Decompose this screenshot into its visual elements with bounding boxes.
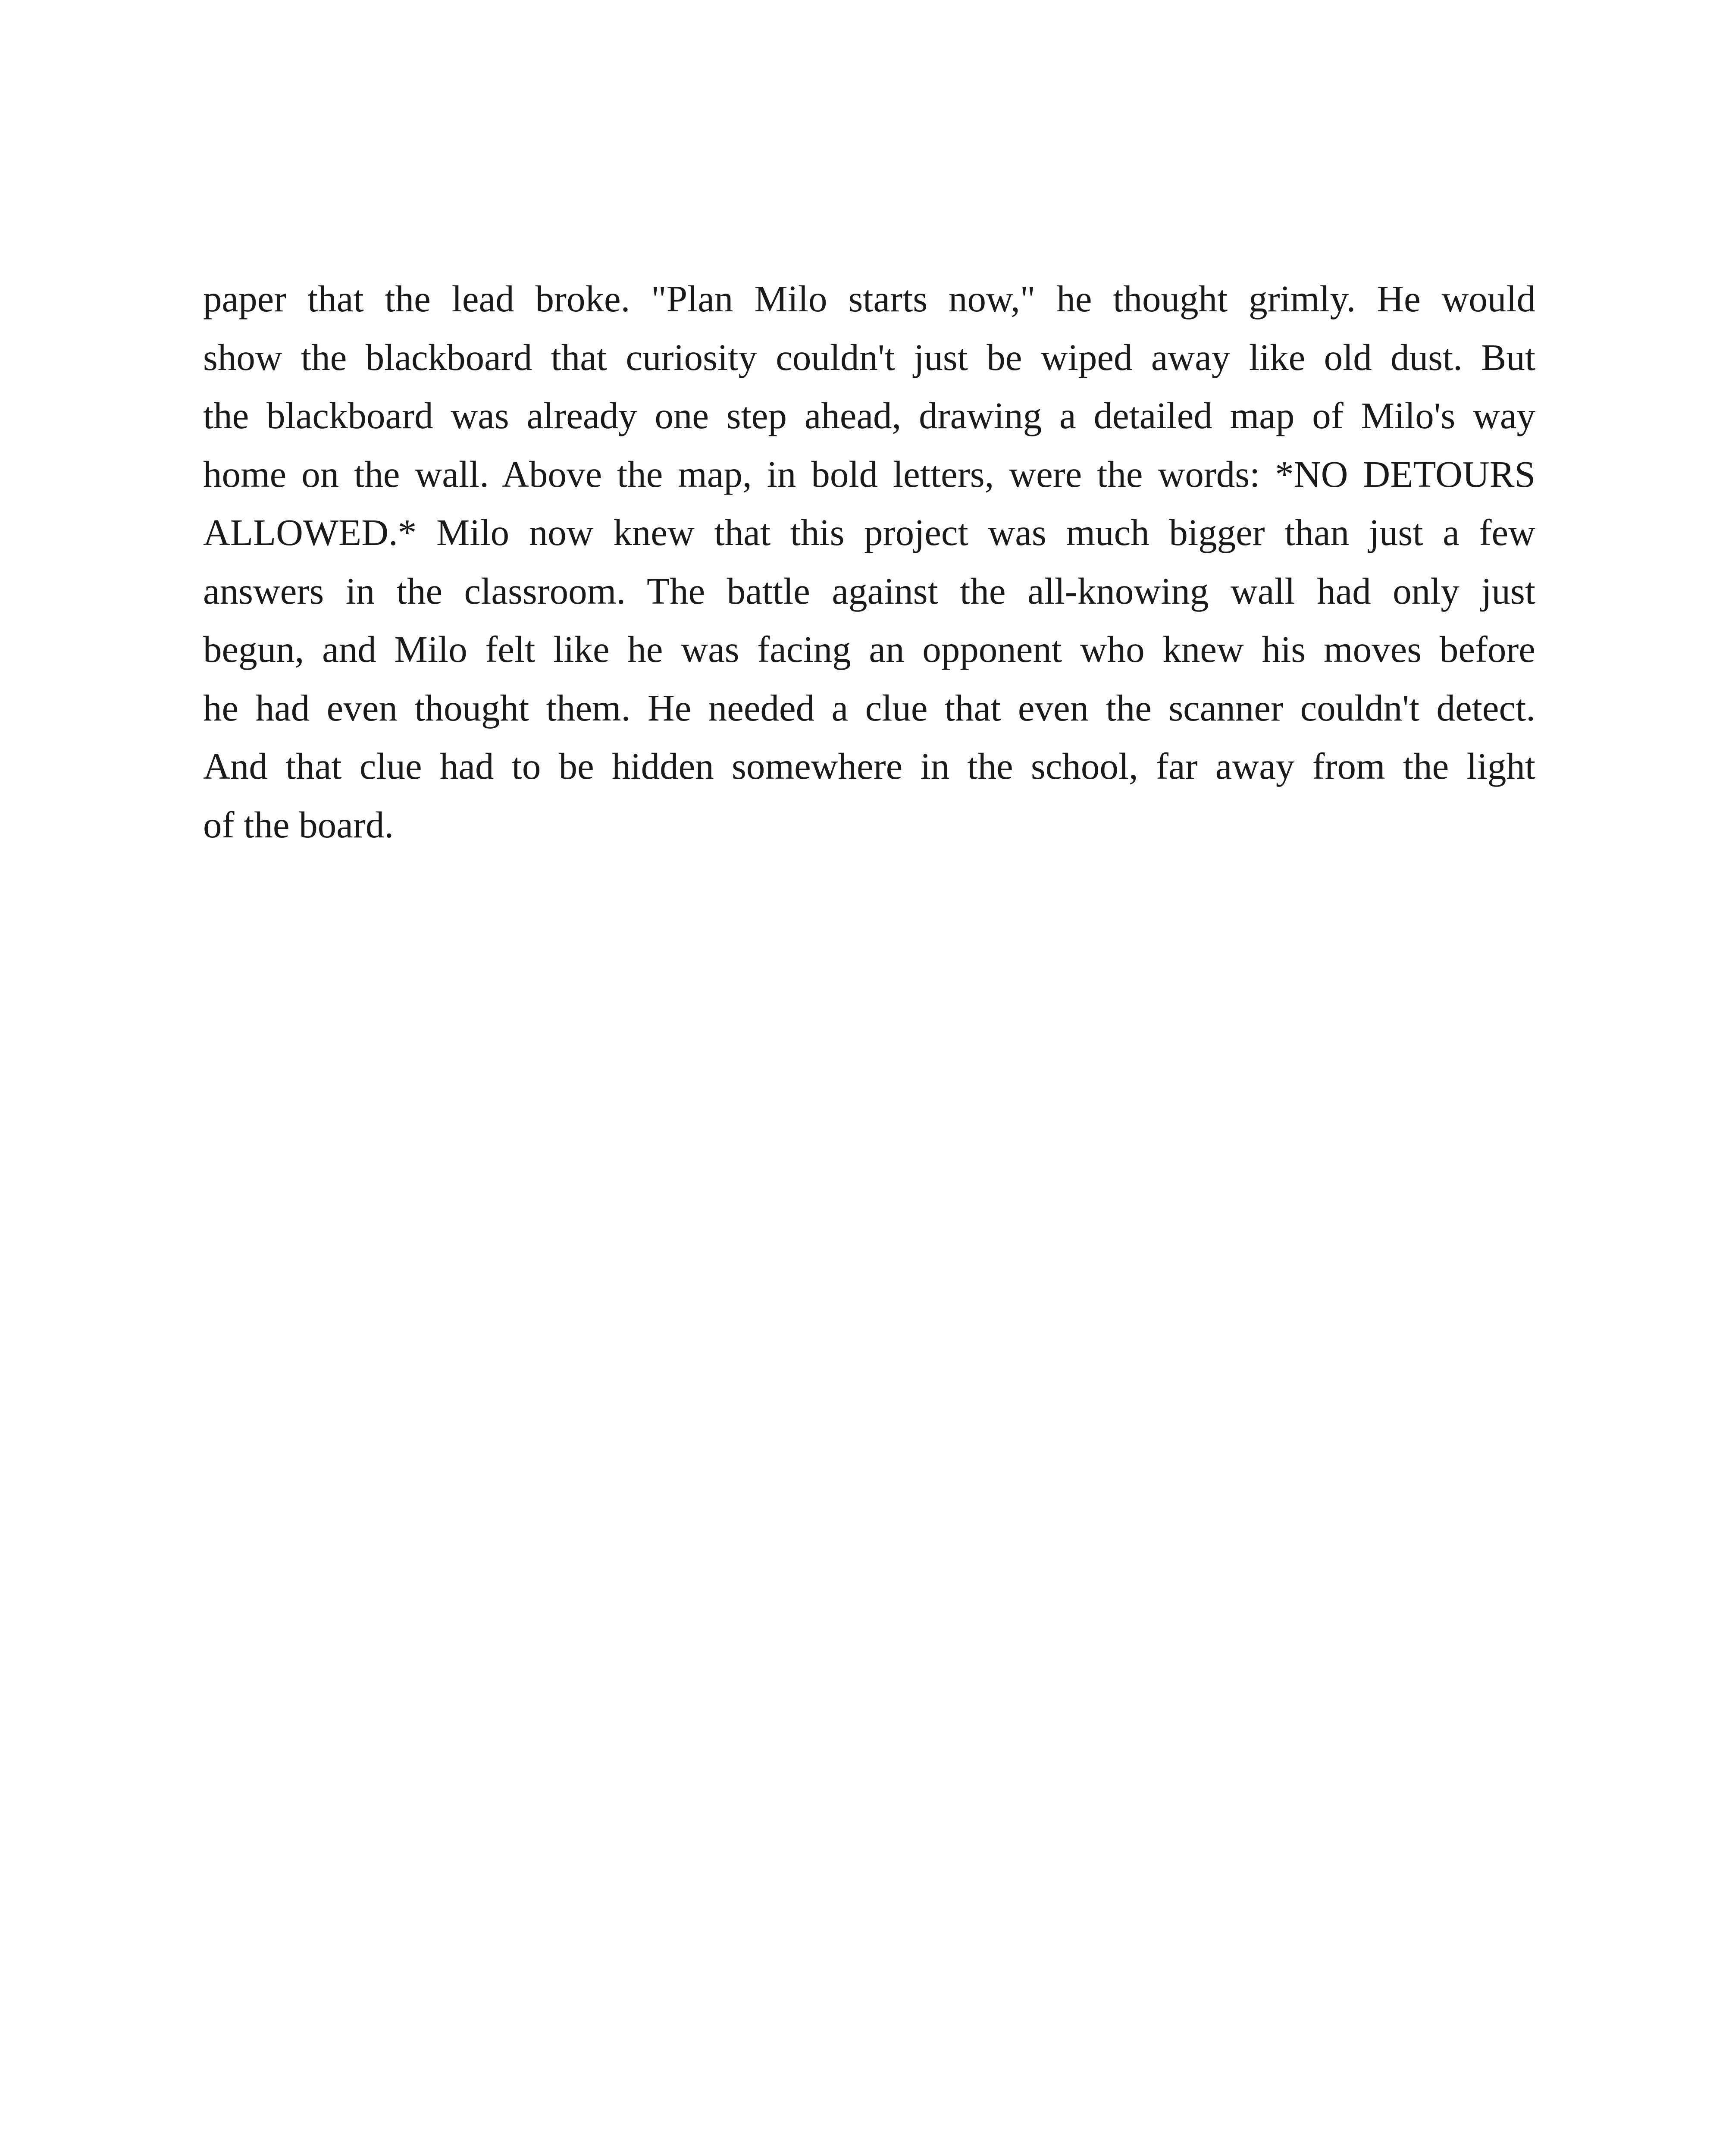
text-line: paper that the lead broke. "Plan Milo starts now," he thought grimly. He would (203, 278, 1535, 320)
text-line: ALLOWED.* Milo now knew that this project was much bigger than just a few (203, 511, 1535, 553)
text-line: the blackboard was already one step ahead, drawing a detailed map of Milo's way (203, 395, 1535, 436)
text-line: answers in the classroom. The battle against the all-knowing wall had only just (203, 570, 1535, 612)
text-line: home on the wall. Above the map, in bold letters, were the words: *NO DETOURS (203, 453, 1535, 495)
text-line: show the blackboard that curiosity couldn't just be wiped away like old dust. But (203, 336, 1535, 378)
text-line: of the board. (203, 803, 394, 846)
text-line: begun, and Milo felt like he was facing an opponent who knew his moves before (203, 628, 1535, 670)
body-paragraph (203, 270, 1535, 854)
text-line: he had even thought them. He needed a clue that even the scanner couldn't detect. (203, 686, 1535, 729)
text-line: And that clue had to be hidden somewhere in the school, far away from the light (203, 745, 1535, 787)
